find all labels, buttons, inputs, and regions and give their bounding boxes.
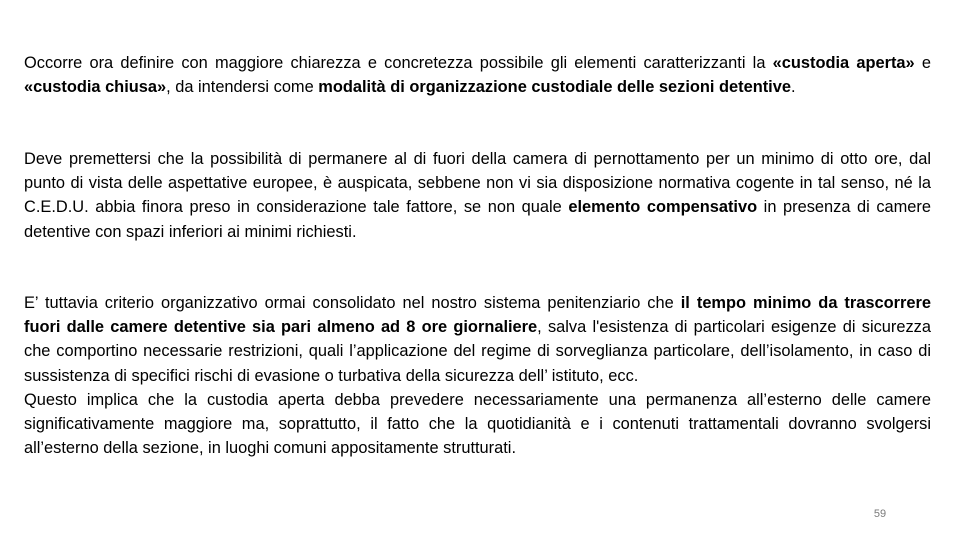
paragraph-custodia-definition	[24, 51, 931, 99]
page-number: 59	[873, 508, 887, 520]
p2-bold-elemento-compensativo: elemento compensativo	[568, 198, 758, 217]
p1-text-3: , da intendersi come	[166, 78, 319, 97]
p1-bold-modalita: modalità di organizzazione custodiale delle sezioni detentive	[318, 78, 791, 97]
p1-text-1: Occorre ora definire con maggiore chiarezza e concretezza possibile gli elementi caratterizzanti la	[24, 54, 773, 72]
p3-text-3: Questo implica che la custodia aperta debba prevedere necessariamente una permanenza all’esterno delle camere significativamente maggiore ma, soprattutto, il fatto che la quotidianità e i contenuti trattamentali dovranno svolgersi all’esterno della sezione, in luoghi comuni appositamente strutturati.	[24, 390, 931, 458]
p2-text-1: Deve premettersi che la possibilità di permanere al di fuori della camera di pernottamento per un minimo di otto ore, dal punto di vista delle aspettative europee, è auspicata, sebbene non vi sia disposizione normativa cogente in tal senso, né la C.E.D.U. abbia finora preso in considerazione tale fattore, se non quale	[24, 150, 931, 217]
p1-text-4: .	[790, 78, 796, 97]
p2-text-2: in presenza di camere detentive con spazi inferiori ai minimi richiesti.	[24, 198, 931, 241]
p3-text-1: E’ tuttavia criterio organizzativo ormai consolidato nel nostro sistema penitenziario che	[24, 294, 681, 312]
p3-text-2: , salva l'esistenza di particolari esigenze di sicurezza che comportino necessarie restrizioni, quali l’applicazione del regime di sorveglianza particolare, dell’isolamento, in caso di sussistenza di specifici rischi di evasione o turbativa della sicurezza dell’ istituto, ecc.	[24, 318, 931, 385]
paragraph-organizational-criterion	[24, 291, 931, 460]
p1-text-2: e	[914, 54, 931, 72]
paragraph-eight-hours-european	[24, 147, 931, 244]
p3-bold-tempo-minimo: il tempo minimo da trascorrere fuori dalle camere detentive sia pari almeno ad 8 ore giornaliere	[24, 294, 931, 337]
p1-bold-custodia-aperta: «custodia aperta»	[772, 54, 915, 72]
p1-bold-custodia-chiusa: «custodia chiusa»	[24, 78, 167, 97]
